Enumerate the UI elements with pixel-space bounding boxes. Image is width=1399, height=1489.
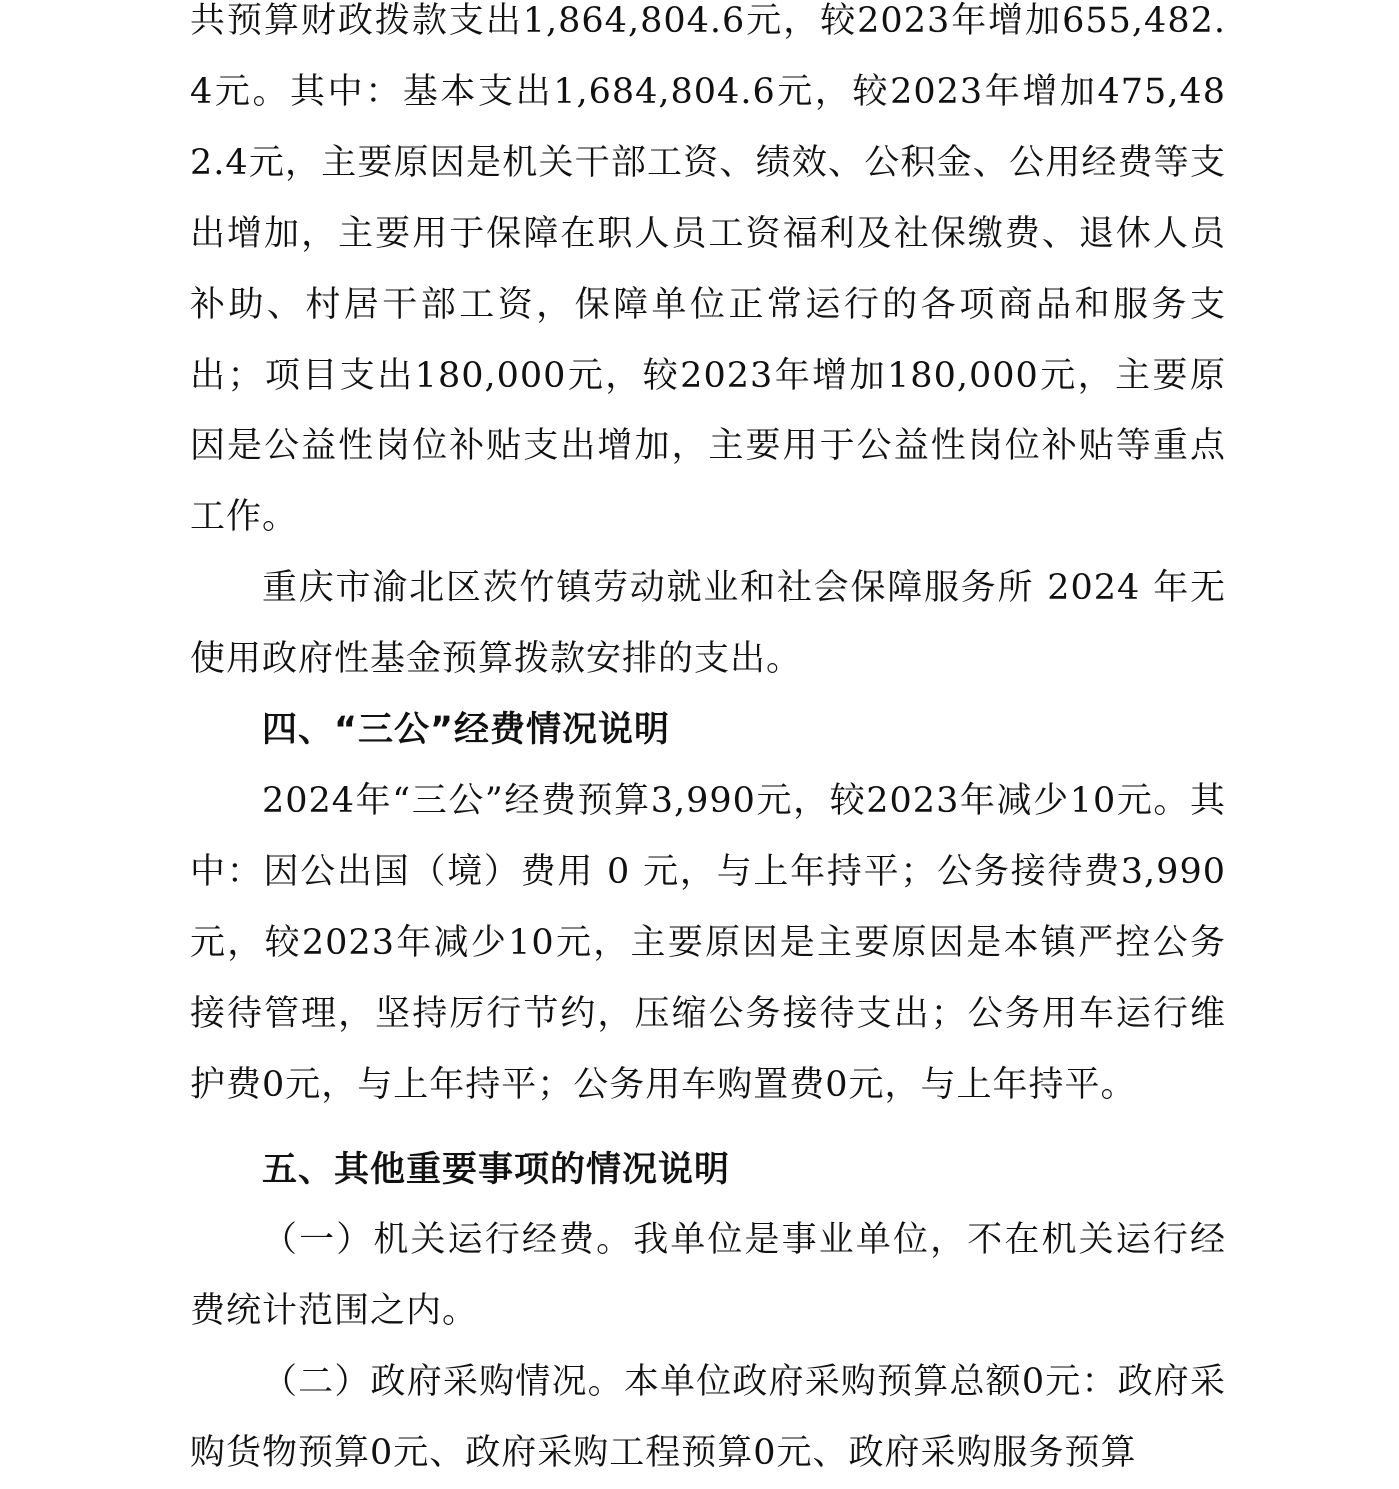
paragraph-government-procurement: （二）政府采购情况。本单位政府采购预算总额0元：政府采购货物预算0元、政府采购工程预算0元、政府采购服务预算 <box>190 1362 1226 1474</box>
section-heading-three-public-expenses: 四、“三公”经费情况说明 <box>262 710 671 751</box>
paragraph-three-public-expenses: 2024年“三公”经费预算3,990元，较2023年减少10元。其中：因公出国（境）费用 0 元，与上年持平；公务接待费3,990元，较2023年减少10元，主要原因是主要原因是本镇严控公务接待管理，坚持厉行节约，压缩公务接待支出；公务用车运行维护费0元，与上年持平；公务用车购置费0元，与上年持平。 <box>190 780 1226 1105</box>
paragraph-government-fund-budget: 重庆市渝北区茨竹镇劳动就业和社会保障服务所 2024 年无使用政府性基金预算拨款安排的支出。 <box>190 568 1226 680</box>
document-page <box>190 0 1226 1489</box>
section-gap <box>190 1121 1226 1135</box>
paragraph-general-budget-expenditure: 共预算财政拨款支出1,864,804.6元，较2023年增加655,482.4元。其中：基本支出1,684,804.6元，较2023年增加475,482.4元，主要原因是机关干部工资、绩效、公积金、公用经费等支出增加，主要用于保障在职人员工资福利及社保缴费、退休人员补助、村居干部工资，保障单位正常运行的各项商品和服务支出；项目支出180,000元，较2023年增加180,000元，主要原因是公益性岗位补贴支出增加，主要用于公益性岗位补贴等重点工作。 <box>190 1 1226 538</box>
paragraph-agency-operating-expenses: （一）机关运行经费。我单位是事业单位，不在机关运行经费统计范围之内。 <box>190 1220 1226 1332</box>
section-heading-other-matters: 五、其他重要事项的情况说明 <box>262 1149 731 1190</box>
